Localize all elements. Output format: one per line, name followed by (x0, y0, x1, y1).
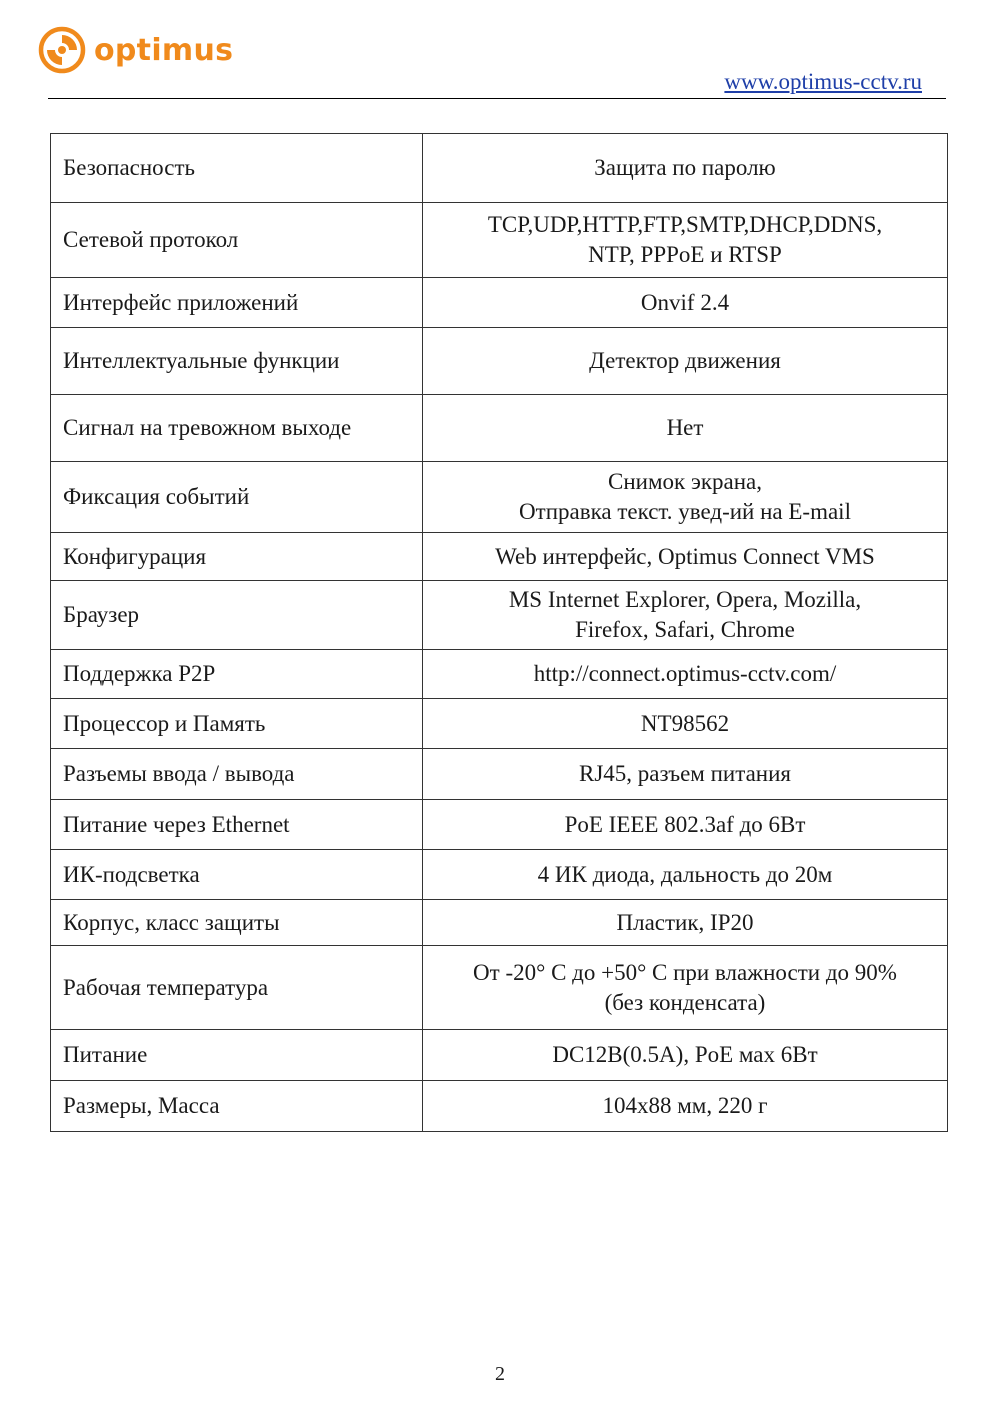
table-row (51, 462, 948, 533)
spec-value: MS Internet Explorer, Opera, Mozilla, Firefox, Safari, Chrome (423, 581, 948, 650)
table-row (51, 900, 948, 946)
spec-name: Интерфейс приложений (51, 278, 423, 328)
spec-value: Нет (423, 395, 948, 462)
spec-name: Корпус, класс защиты (51, 900, 423, 946)
spec-name: Безопасность (51, 134, 423, 203)
spec-value: Пластик, IP20 (423, 900, 948, 946)
spec-value: NT98562 (423, 699, 948, 749)
table-row (51, 699, 948, 749)
spec-value: Защита по паролю (423, 134, 948, 203)
table-row (51, 533, 948, 581)
spec-name: ИК-подсветка (51, 850, 423, 900)
spec-value: 104x88 мм, 220 г (423, 1081, 948, 1132)
table-row (51, 278, 948, 328)
page-number: 2 (495, 1363, 505, 1385)
spec-value: Детектор движения (423, 328, 948, 395)
logo-text: optimus (94, 32, 234, 68)
spec-value: От -20° С до +50° С при влажности до 90% (без конденсата) (423, 946, 948, 1030)
table-row (51, 946, 948, 1030)
spec-name: Размеры, Масса (51, 1081, 423, 1132)
table-row (51, 328, 948, 395)
spec-value: TCP,UDP,HTTP,FTP,SMTP,DHCP,DDNS, NTP, PPPoE и RTSP (423, 203, 948, 278)
website-link[interactable]: www.optimus-cctv.ru (724, 69, 922, 94)
spec-name: Поддержка P2P (51, 650, 423, 699)
spec-name: Сигнал на тревожном выходе (51, 395, 423, 462)
table-row (51, 800, 948, 850)
spec-name: Интеллектуальные функции (51, 328, 423, 395)
optimus-logo-icon (38, 26, 86, 74)
spec-name: Фиксация событий (51, 462, 423, 533)
spec-value: DC12В(0.5А), PoE мах 6Вт (423, 1030, 948, 1081)
spec-value: Onvif 2.4 (423, 278, 948, 328)
spec-value: PoE IEEE 802.3af до 6Вт (423, 800, 948, 850)
spec-value: RJ45, разъем питания (423, 749, 948, 800)
table-row (51, 581, 948, 650)
spec-name: Рабочая температура (51, 946, 423, 1030)
spec-value: Снимок экрана, Отправка текст. увед-ий на E-mail (423, 462, 948, 533)
table-row (51, 1030, 948, 1081)
spec-name: Процессор и Память (51, 699, 423, 749)
table-row (51, 850, 948, 900)
spec-value: 4 ИК диода, дальность до 20м (423, 850, 948, 900)
spec-name: Разъемы ввода / вывода (51, 749, 423, 800)
spec-value: Web интерфейс, Optimus Connect VMS (423, 533, 948, 581)
brand-logo (38, 26, 233, 74)
table-row (51, 134, 948, 203)
header-divider (48, 98, 946, 99)
table-row (51, 749, 948, 800)
spec-name: Конфигурация (51, 533, 423, 581)
spec-value: http://connect.optimus-cctv.com/ (423, 650, 948, 699)
table-row (51, 1081, 948, 1132)
table-row (51, 203, 948, 278)
spec-name: Сетевой протокол (51, 203, 423, 278)
spec-name: Браузер (51, 581, 423, 650)
spec-name: Питание через Ethernet (51, 800, 423, 850)
table-row (51, 395, 948, 462)
table-row (51, 650, 948, 699)
spec-name: Питание (51, 1030, 423, 1081)
specifications-table (50, 133, 948, 1132)
